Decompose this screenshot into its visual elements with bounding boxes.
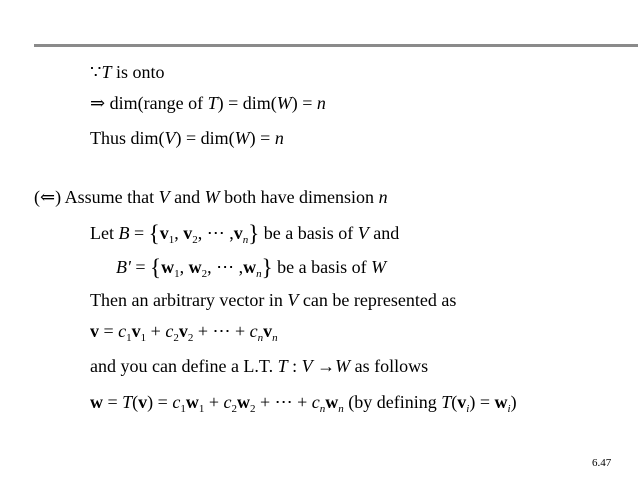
implies-symbol: ⇒ [90,93,106,113]
line-basis-v: Let $B = \{v_1$, $v_2$, ⋯ $,v_n$} be a basis of V and [90,221,400,246]
line-t-is-onto: ∵T is onto [90,62,165,82]
line-dim-range: ⇒ dim(range of T) = dim(W) = n [90,93,326,113]
page-number: 6.47 [592,457,612,469]
line-thus: Thus dim(V) = dim(W) = n [90,128,284,148]
maps-to-arrow: → [312,356,336,376]
title-divider-line [34,44,638,47]
line-v-combination: $v = c_1v_1 + c_2v_2$ + ⋯ + $c_nv_n$ [90,321,278,344]
line-define-lt: and you can define a L.T. T : V →W as follows [90,356,429,376]
line-assume: (⇐) Assume that V and W both have dimension n [34,187,388,207]
converse-arrow: (⇐) [34,187,62,207]
line-basis-w: $B' = \{w_1$, $w_2$, ⋯ $,w_n$} be a basis of W [116,255,387,280]
because-symbol: ∵ [90,62,102,82]
line-w-definition: $w = T(v) = c_1w_1 + c_2w_2$ + ⋯ + $c_nw_n$ (by defining $T(v_i) = w_i$) [90,392,517,415]
line-then-arbitrary: Then an arbitrary vector in V can be represented as [90,290,457,310]
